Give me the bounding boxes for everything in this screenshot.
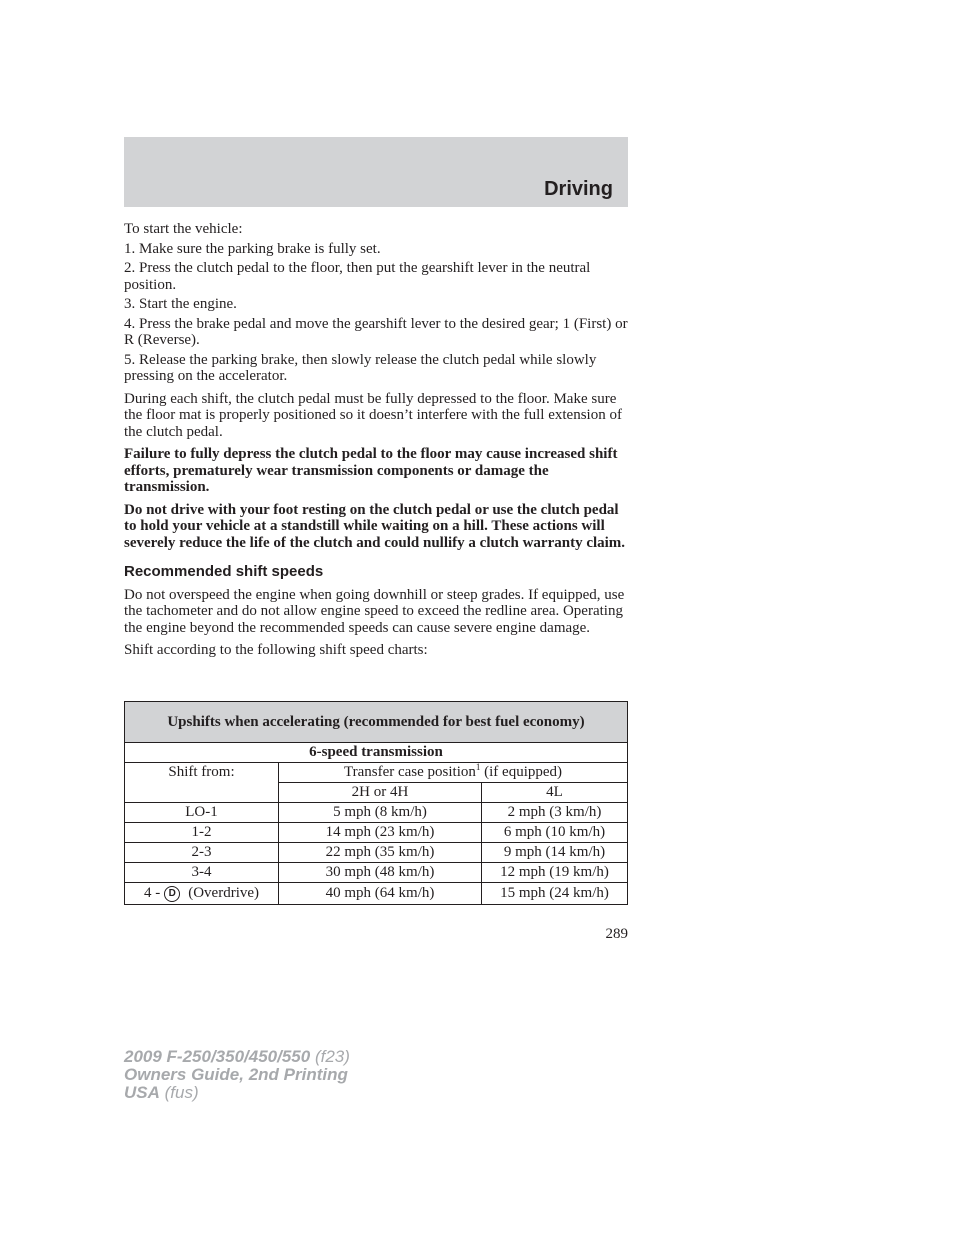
section-header-band (124, 137, 628, 207)
footer-model: 2009 F-250/350/450/550 (124, 1047, 311, 1066)
step-2: 2. Press the clutch pedal to the floor, then put the gearshift lever in the neutral position. (124, 260, 591, 293)
column-4l: 4L (482, 783, 628, 803)
table-row (125, 863, 628, 883)
charts-paragraph: Shift according to the following shift speed charts: (124, 642, 428, 658)
table-row (125, 883, 628, 905)
speed-2h-cell: 5 mph (8 km/h) (279, 803, 482, 823)
gear-cell: 3-4 (125, 863, 279, 883)
speed-2h-cell: 14 mph (23 km/h) (279, 823, 482, 843)
subheading-shift-speeds: Recommended shift speeds (124, 563, 324, 580)
step-4: 4. Press the brake pedal and move the gearshift lever to the desired gear; 1 (First) or R (Reverse). (124, 315, 628, 348)
speed-2h-cell: 22 mph (35 km/h) (279, 843, 482, 863)
footer-model-code: (f23) (310, 1047, 350, 1066)
document-footer (124, 1048, 350, 1102)
gear-cell: LO-1 (125, 803, 279, 823)
step-3: 3. Start the engine. (124, 296, 237, 312)
transfer-case-suffix: (if equipped) (480, 764, 563, 780)
footer-line-3 (124, 1084, 350, 1102)
footer-market-code: (fus) (159, 1083, 199, 1102)
footer-line-2: Owners Guide, 2nd Printing (124, 1065, 348, 1084)
drive-circle-icon: D (164, 886, 180, 902)
speed-4l-cell: 12 mph (19 km/h) (482, 863, 628, 883)
step-1: 1. Make sure the parking brake is fully set. (124, 240, 381, 257)
warning-clutch-depress: Failure to fully depress the clutch pedal to the floor may cause increased shift efforts, prematurely wear transmission components or damage the transmission. (124, 446, 618, 495)
table-header-row (125, 763, 628, 783)
gear-prefix: 4 - (143, 885, 161, 901)
footer-market: USA (124, 1083, 160, 1102)
table-title-row (125, 702, 628, 743)
section-title: Driving (544, 178, 613, 200)
intro-text: To start the vehicle: (124, 221, 243, 237)
warning-foot-resting: Do not drive with your foot resting on the clutch pedal or use the clutch pedal to hold your vehicle at a standstill while waiting on a hill. These actions will severely reduce the life of the clutch and could nullify a clutch warranty claim. (124, 501, 626, 551)
shift-speed-table (124, 701, 628, 905)
speed-4l-cell: 6 mph (10 km/h) (482, 823, 628, 843)
overspeed-paragraph: Do not overspeed the engine when going downhill or steep grades. If equipped, use the tachometer and do not allow engine speed to exceed the redline area. Operating the engine beyond the recommended speeds can cause severe engine damage. (124, 586, 625, 636)
table-subtitle-row (125, 743, 628, 763)
speed-4l-cell: 2 mph (3 km/h) (482, 803, 628, 823)
transfer-case-label: Transfer case position (343, 764, 476, 780)
speed-4l-cell: 9 mph (14 km/h) (482, 843, 628, 863)
page-content (124, 221, 629, 665)
column-2h-4h: 2H or 4H (279, 783, 482, 803)
step-5: 5. Release the parking brake, then slowly release the clutch pedal while slowly pressing on the accelerator. (124, 351, 597, 384)
footer-line-1 (124, 1048, 350, 1066)
table-title: Upshifts when accelerating (recommended for best fuel economy) (125, 702, 628, 743)
page-number: 289 (605, 926, 628, 942)
speed-2h-cell: 40 mph (64 km/h) (279, 883, 482, 905)
gear-cell: 2-3 (125, 843, 279, 863)
transfer-case-header (279, 763, 628, 783)
gear-cell: 1-2 (125, 823, 279, 843)
table-row (125, 823, 628, 843)
shift-from-header: Shift from: (125, 763, 279, 803)
footnote-marker: 1 (475, 762, 481, 772)
speed-4l-cell: 15 mph (24 km/h) (482, 883, 628, 905)
speed-2h-cell: 30 mph (48 km/h) (279, 863, 482, 883)
table-subtitle: 6-speed transmission (125, 743, 628, 763)
gear-cell-overdrive (125, 883, 279, 905)
shift-paragraph: During each shift, the clutch pedal must be fully depressed to the floor. Make sure the floor mat is properly positioned so it doesn’t interfere with the full extension of the clutch pedal. (124, 390, 622, 440)
gear-suffix: (Overdrive) (188, 885, 260, 901)
table-row (125, 843, 628, 863)
table-row (125, 803, 628, 823)
